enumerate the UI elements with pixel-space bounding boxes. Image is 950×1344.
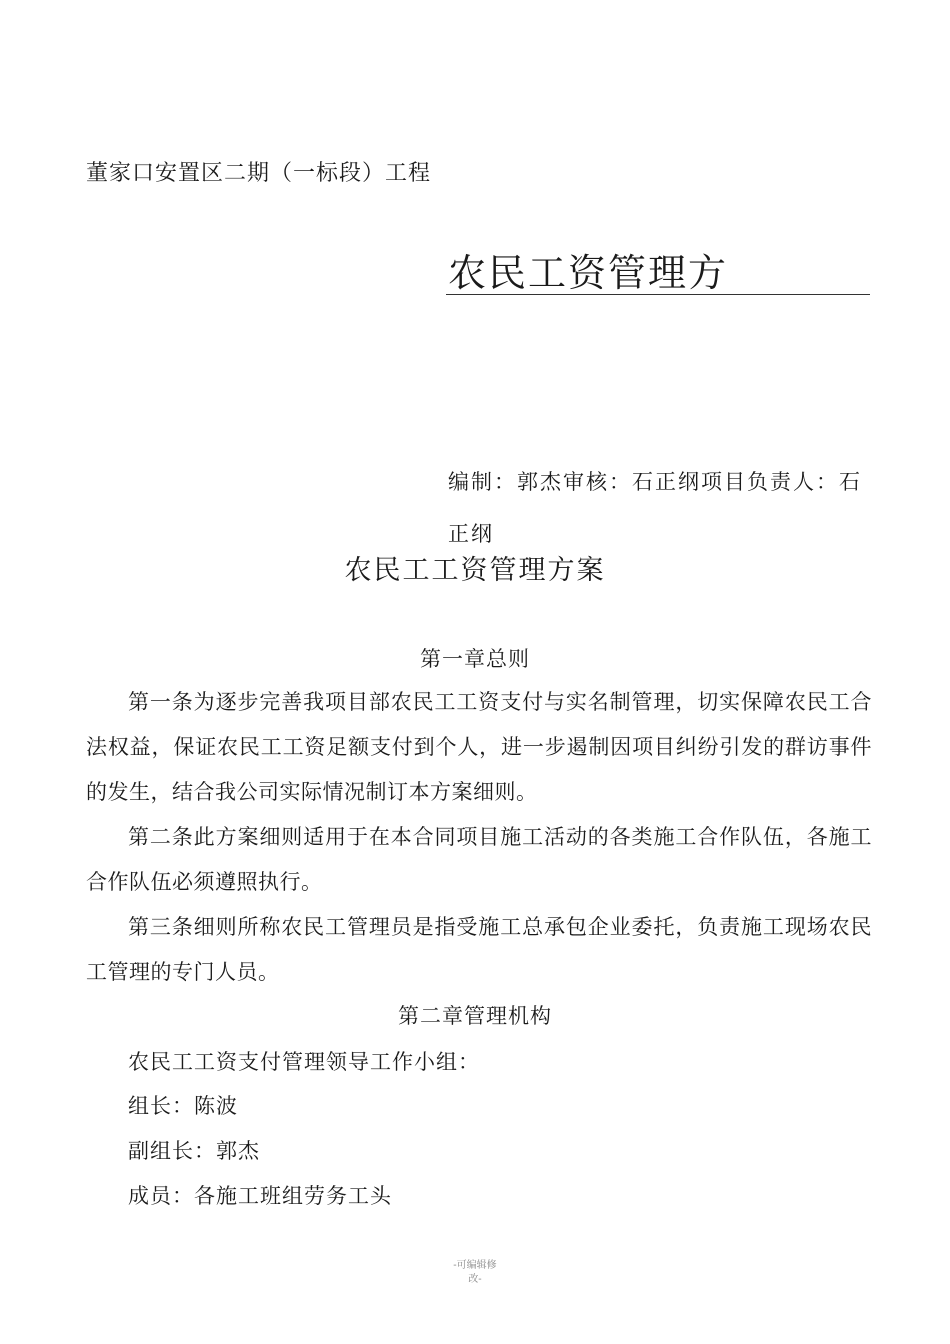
cover-title: 农民工资管理方 — [448, 251, 729, 295]
document-title: 农民工工资管理方案 — [344, 555, 606, 586]
group-members: 成员：各施工班组劳务工头 — [128, 1184, 392, 1208]
credits-line: 编制：郭杰审核：石正纲项目负责人：石 — [448, 470, 862, 494]
chapter-2-heading: 第二章管理机构 — [398, 1004, 552, 1028]
leadership-group-label: 农民工工资支付管理领导工作小组： — [128, 1050, 480, 1074]
project-name: 董家口安置区二期（一标段）工程 — [86, 161, 432, 186]
cover-title-underline — [446, 294, 870, 295]
chapter-1-heading: 第一章总则 — [420, 647, 530, 671]
group-leader: 组长：陈波 — [128, 1094, 238, 1118]
footer-note-line-1: -可编辑修 — [453, 1260, 497, 1271]
article-1: 第一条为逐步完善我项目部农民工工资支付与实名制管理，切实保障农民工合法权益，保证农民工工资足额支付到个人，进一步遏制因项目纠纷引发的群访事件的发生，结合我公司实际情况制订本方案细则。 — [86, 690, 872, 804]
article-2: 第二条此方案细则适用于在本合同项目施工活动的各类施工合作队伍，各施工合作队伍必须遵照执行。 — [86, 825, 872, 894]
credits-line-continued: 正纲 — [448, 522, 494, 546]
deputy-group-leader: 副组长：郭杰 — [128, 1139, 260, 1163]
article-3: 第三条细则所称农民工管理员是指受施工总承包企业委托，负责施工现场农民工管理的专门人员。 — [86, 915, 872, 984]
footer-note-line-2: 改- — [468, 1274, 482, 1285]
